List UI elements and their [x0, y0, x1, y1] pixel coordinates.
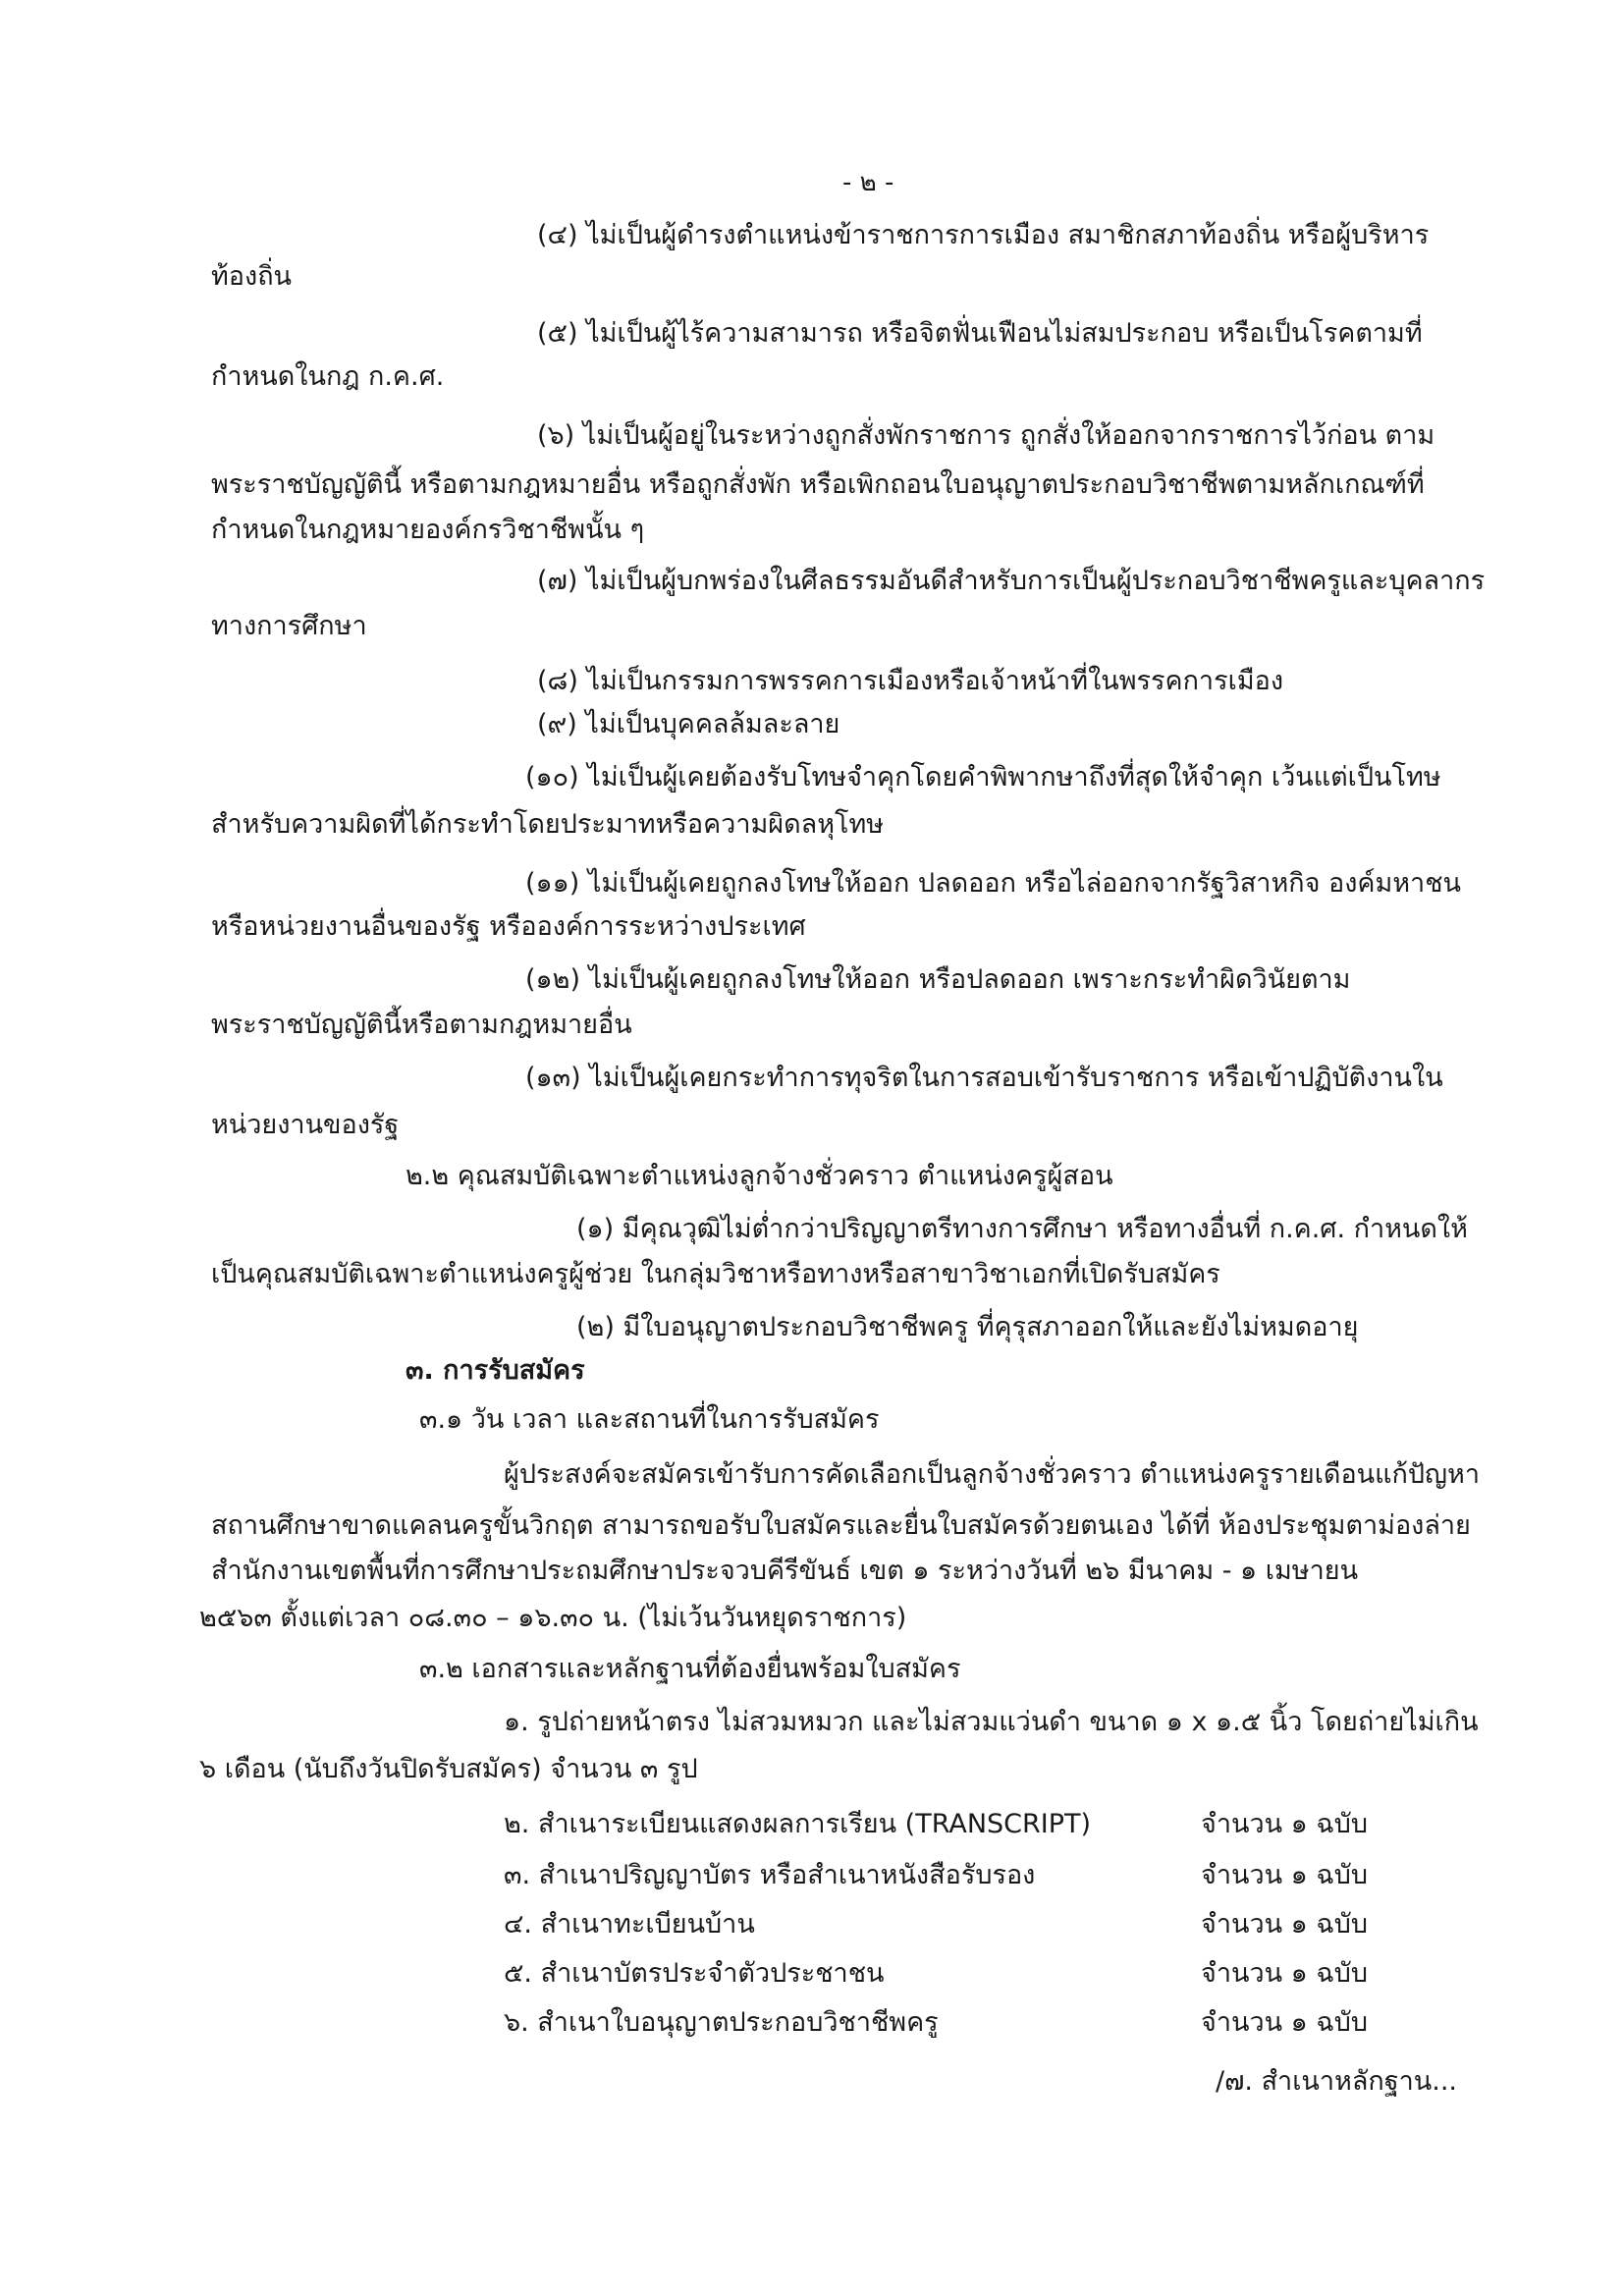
page-number: - ๒ - — [842, 168, 894, 197]
qualification-10: (๑๐) ไม่เป็นผู้เคยต้องรับโทษจำคุกโดยคำพิพากษาถึงที่สุดให้จำคุก เว้นแต่เป็นโทษ — [525, 762, 1441, 793]
continuation-note: /๗. สำเนาหลักฐาน... — [1216, 2066, 1458, 2097]
qualification-9: (๙) ไม่เป็นบุคคลล้มละลาย — [537, 709, 840, 739]
qualification-4-cont: ท้องถิ่น — [211, 261, 293, 292]
document-name: ๔. สำเนาทะเบียนบ้าน — [504, 1909, 755, 1940]
section-3-1-heading: ๓.๑ วัน เวลา และสถานที่ในการรับสมัคร — [419, 1404, 880, 1435]
section-3-heading: ๓. การรับสมัคร — [406, 1355, 585, 1386]
qualification-12: (๑๒) ไม่เป็นผู้เคยถูกลงโทษให้ออก หรือปลดออก เพราะกระทำผิดวินัยตาม — [525, 964, 1351, 995]
specific-qualification-1-cont: เป็นคุณสมบัติเฉพาะตำแหน่งครูผู้ช่วย ในกลุ่มวิชาหรือทางหรือสาขาวิชาเอกที่เปิดรับสมัคร — [211, 1259, 1220, 1289]
qualification-10-cont: สำหรับความผิดที่ได้กระทำโดยประมาทหรือความผิดลหุโทษ — [211, 809, 885, 840]
document-quantity: จำนวน ๑ ฉบับ — [1201, 1809, 1369, 1839]
qualification-7-cont: ทางการศึกษา — [211, 611, 367, 641]
qualification-11: (๑๑) ไม่เป็นผู้เคยถูกลงโทษให้ออก ปลดออก หรือไล่ออกจากรัฐวิสาหกิจ องค์มหาชน — [525, 868, 1462, 899]
document-name: ๓. สำเนาปริญญาบัตร หรือสำเนาหนังสือรับรอง — [504, 1860, 1036, 1890]
qualification-11-cont: หรือหน่วยงานอื่นของรัฐ หรือองค์การระหว่างประเทศ — [211, 911, 806, 942]
document-quantity: จำนวน ๑ ฉบับ — [1201, 1958, 1369, 1989]
application-paragraph-line4: ๒๕๖๓ ตั้งแต่เวลา ๐๘.๓๐ – ๑๖.๓๐ น. (ไม่เว้นวันหยุดราชการ) — [199, 1603, 907, 1633]
application-paragraph-line3: สำนักงานเขตพื้นที่การศึกษาประถมศึกษาประจวบคีรีขันธ์ เขต ๑ ระหว่างวันที่ ๒๖ มีนาคม - ๑ เมษายน — [211, 1556, 1359, 1586]
document-quantity: จำนวน ๑ ฉบับ — [1201, 2007, 1369, 2038]
qualification-12-cont: พระราชบัญญัตินี้หรือตามกฎหมายอื่น — [211, 1010, 632, 1040]
qualification-13: (๑๓) ไม่เป็นผู้เคยกระทำการทุจริตในการสอบเข้ารับราชการ หรือเข้าปฏิบัติงานใน — [525, 1063, 1443, 1093]
qualification-5: (๕) ไม่เป็นผู้ไร้ความสามารถ หรือจิตฟั่นเฟือนไม่สมประกอบ หรือเป็นโรคตามที่ — [537, 318, 1423, 349]
qualification-7: (๗) ไม่เป็นผู้บกพร่องในศีลธรรมอันดีสำหรับการเป็นผู้ประกอบวิชาชีพครูและบุคลากร — [537, 566, 1486, 596]
qualification-8: (๘) ไม่เป็นกรรมการพรรคการเมืองหรือเจ้าหน้าที่ในพรรคการเมือง — [537, 666, 1284, 696]
document-name: ๒. สำเนาระเบียนแสดงผลการเรียน (TRANSCRIPT) — [504, 1809, 1092, 1839]
qualification-4: (๔) ไม่เป็นผู้ดำรงตำแหน่งข้าราชการการเมือง สมาชิกสภาท้องถิ่น หรือผู้บริหาร — [537, 220, 1430, 250]
application-paragraph-line1: ผู้ประสงค์จะสมัครเข้ารับการคัดเลือกเป็นลูกจ้างชั่วคราว ตำแหน่งครูรายเดือนแก้ปัญหา — [504, 1459, 1480, 1490]
document-name: ๕. สำเนาบัตรประจำตัวประชาชน — [504, 1958, 885, 1989]
section-3-2-heading: ๓.๒ เอกสารและหลักฐานที่ต้องยื่นพร้อมใบสมัคร — [419, 1654, 961, 1684]
application-paragraph-line2: สถานศึกษาขาดแคลนครูขั้นวิกฤต สามารถขอรับใบสมัครและยื่นใบสมัครด้วยตนเอง ได้ที่ ห้องประชุมตาม่องล่าย — [211, 1510, 1471, 1541]
specific-qualification-2: (๒) มีใบอนุญาตประกอบวิชาชีพครู ที่คุรุสภาออกให้และยังไม่หมดอายุ — [576, 1312, 1359, 1342]
document-quantity: จำนวน ๑ ฉบับ — [1201, 1909, 1369, 1940]
qualification-6-cont1: พระราชบัญญัตินี้ หรือตามกฎหมายอื่น หรือถูกสั่งพัก หรือเพิกถอนใบอนุญาตประกอบวิชาชีพตามหลักเกณฑ์ที่ — [211, 469, 1425, 500]
document-item-1-cont: ๖ เดือน (นับถึงวันปิดรับสมัคร) จำนวน ๓ รูป — [199, 1754, 698, 1784]
document-item-1: ๑. รูปถ่ายหน้าตรง ไม่สวมหมวก และไม่สวมแว่นดำ ขนาด ๑ x ๑.๕ นิ้ว โดยถ่ายไม่เกิน — [504, 1707, 1479, 1737]
qualification-6: (๖) ไม่เป็นผู้อยู่ในระหว่างถูกสั่งพักราชการ ถูกสั่งให้ออกจากราชการไว้ก่อน ตาม — [537, 420, 1435, 451]
qualification-5-cont: กำหนดในกฎ ก.ค.ศ. — [211, 361, 445, 392]
document-name: ๖. สำเนาใบอนุญาตประกอบวิชาชีพครู — [504, 2007, 939, 2038]
section-2-2-heading: ๒.๒ คุณสมบัติเฉพาะตำแหน่งลูกจ้างชั่วคราว ตำแหน่งครูผู้สอน — [406, 1161, 1113, 1191]
qualification-6-cont2: กำหนดในกฎหมายองค์กรวิชาชีพนั้น ๆ — [211, 515, 645, 545]
specific-qualification-1: (๑) มีคุณวุฒิไม่ต่ำกว่าปริญญาตรีทางการศึกษา หรือทางอื่นที่ ก.ค.ศ. กำหนดให้ — [576, 1214, 1468, 1244]
document-quantity: จำนวน ๑ ฉบับ — [1201, 1860, 1369, 1890]
qualification-13-cont: หน่วยงานของรัฐ — [211, 1110, 400, 1140]
